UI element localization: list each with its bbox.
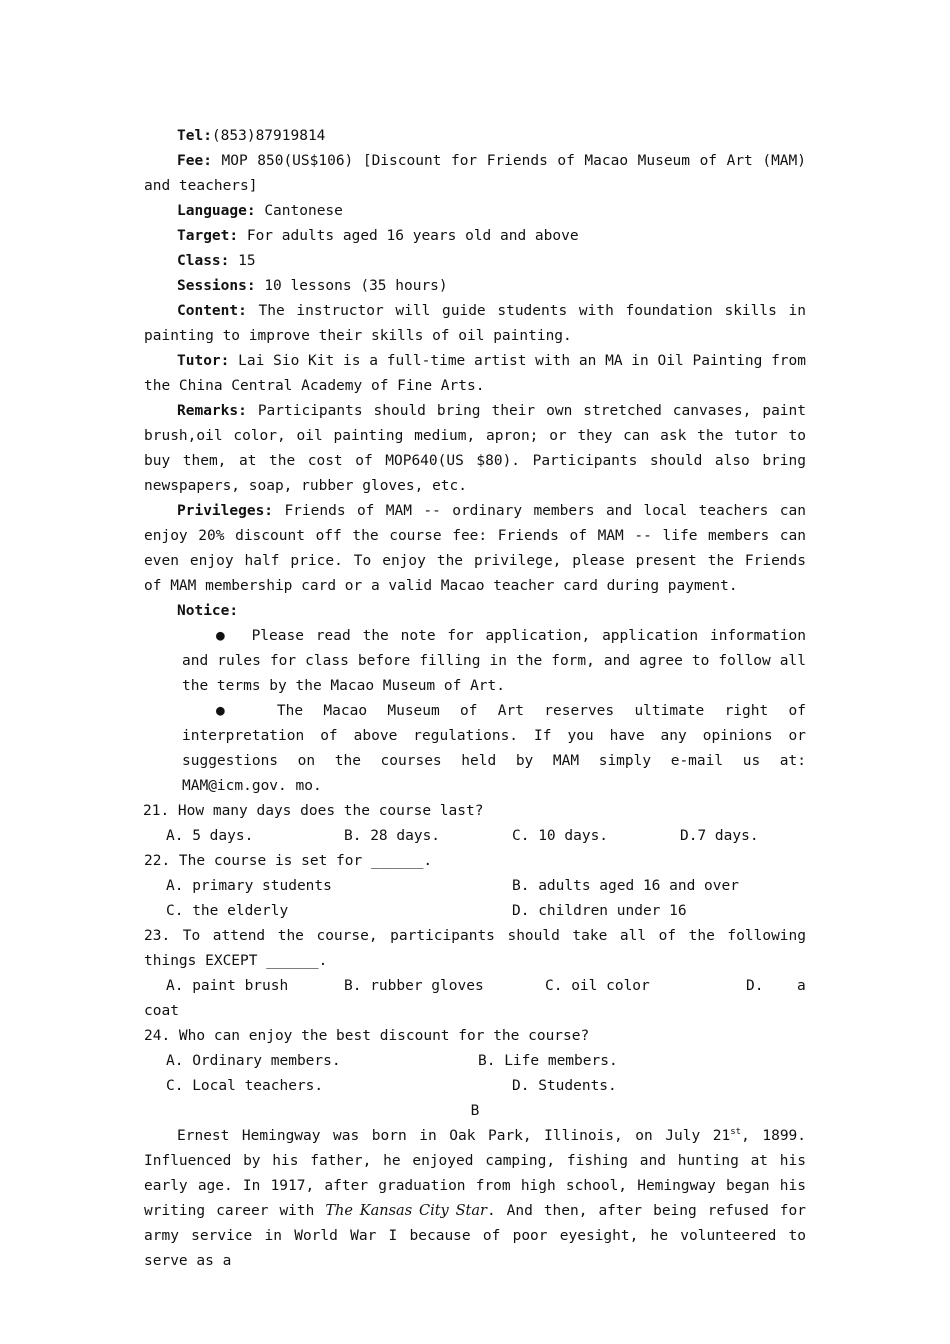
question-21-stem: 21. How many days does the course last? <box>143 803 484 819</box>
section-b-heading: B <box>470 1103 480 1119</box>
content-value: The instructor will guide students with foundation skills in painting to improve their skills of oil painting. <box>144 303 806 344</box>
sessions-line <box>144 274 806 299</box>
content-paragraph <box>144 299 806 349</box>
notice-label: Notice: <box>177 603 239 619</box>
document-page <box>144 124 806 1274</box>
privileges-paragraph <box>144 499 806 599</box>
tutor-value: Lai Sio Kit is a full-time artist with an MA in Oil Painting from the China Central Academy of Fine Arts. <box>144 353 806 394</box>
tel-label: Tel: <box>177 128 212 144</box>
notice-item <box>182 699 806 799</box>
tutor-paragraph <box>144 349 806 399</box>
option-c: C. 10 days. <box>512 828 609 844</box>
question-23-options <box>144 974 806 999</box>
question-24-stem: 24. Who can enjoy the best discount for the course? <box>144 1028 590 1044</box>
question-22-options-row-2 <box>144 899 806 924</box>
remarks-value: Participants should bring their own stretched canvases, paint brush,oil color, oil painting medium, apron; or they can ask the tutor to buy them, at the cost of MOP640(US $80). Participants should also bring newspapers, soap, rubber gloves, etc. <box>144 403 806 494</box>
language-value: Cantonese <box>264 203 343 219</box>
tel-line <box>144 124 806 149</box>
question-21-options <box>144 824 806 849</box>
section-b-paragraph <box>144 1124 806 1274</box>
notice-heading <box>144 599 806 624</box>
privileges-label: Privileges: <box>177 503 274 519</box>
question-24-options-row-1 <box>144 1049 806 1074</box>
ordinal-superscript: st <box>730 1127 742 1137</box>
remarks-label: Remarks: <box>177 403 247 419</box>
tel-value: (853)87919814 <box>211 128 326 144</box>
option-a: A. paint brush <box>166 978 289 994</box>
remarks-paragraph <box>144 399 806 499</box>
notice-item-text: Please read the note for application, application information and rules for class before filling in the form, and agree to follow all the terms by the Macao Museum of Art. <box>182 628 806 694</box>
option-d: D. Students. <box>512 1078 617 1094</box>
notice-item-text: The Macao Museum of Art reserves ultimate right of interpretation of above regulations. If you have any opinions or suggestions on the courses held by MAM simply e-mail us at: MAM@icm.gov. mo. <box>182 703 806 794</box>
option-b: B. adults aged 16 and over <box>512 878 739 894</box>
option-d: D. children under 16 <box>512 903 687 919</box>
bullet-icon: ● <box>216 628 228 644</box>
language-label: Language: <box>177 203 256 219</box>
option-c: C. oil color <box>545 978 650 994</box>
option-d: D.7 days. <box>680 828 759 844</box>
target-line <box>144 224 806 249</box>
target-label: Target: <box>177 228 239 244</box>
fee-value: MOP 850(US$106) [Discount for Friends of Macao Museum of Art (MAM) and teachers] <box>144 153 807 194</box>
bullet-icon: ● <box>216 703 237 719</box>
option-b: B. Life members. <box>478 1053 618 1069</box>
option-c: C. Local teachers. <box>166 1078 324 1094</box>
fee-label: Fee: <box>177 153 212 169</box>
question-24-options-row-2 <box>144 1074 806 1099</box>
option-b: B. 28 days. <box>344 828 441 844</box>
target-value: For adults aged 16 years old and above <box>246 228 579 244</box>
notice-item <box>182 624 806 699</box>
newspaper-title: The Kansas City Star <box>325 1203 487 1219</box>
section-b-text-1: Ernest Hemingway was born in Oak Park, Illinois, on July 21 <box>177 1128 731 1144</box>
section-b-text-3: . And then, after being refused for army service in World War I because of poor eyesight, he volunteered to serve as a <box>144 1203 806 1269</box>
sessions-label: Sessions: <box>177 278 256 294</box>
option-c: C. the elderly <box>166 903 289 919</box>
sessions-value: 10 lessons (35 hours) <box>264 278 448 294</box>
question-22-options-row-1 <box>144 874 806 899</box>
question-23-stem: 23. To attend the course, participants should take all of the following things EXCEPT ______. <box>144 928 806 969</box>
option-a: A. 5 days. <box>166 828 254 844</box>
option-d: D. <box>746 978 764 994</box>
class-value: 15 <box>238 253 256 269</box>
tutor-label: Tutor: <box>177 353 230 369</box>
fee-line <box>144 149 806 199</box>
language-line <box>144 199 806 224</box>
content-label: Content: <box>177 303 247 319</box>
option-d-text-a: a <box>797 978 806 994</box>
option-a: A. primary students <box>166 878 332 894</box>
question-22-stem: 22. The course is set for ______. <box>144 853 433 869</box>
class-label: Class: <box>177 253 230 269</box>
section-b-text-2: , 1899. Influenced by his father, he enjoyed camping, fishing and hunting at his early age. In 1917, after graduation from high school, Hemingway began his writing career with <box>144 1128 807 1219</box>
option-b: B. rubber gloves <box>344 978 484 994</box>
option-a: A. Ordinary members. <box>166 1053 341 1069</box>
class-line <box>144 249 806 274</box>
privileges-value: Friends of MAM -- ordinary members and local teachers can enjoy 20% discount off the course fee: Friends of MAM -- life members can even enjoy half price. To enjoy the privilege, please present the Friends of MAM membership card or a valid Macao teacher card during payment. <box>144 503 806 594</box>
option-d-text-coat: coat <box>144 1003 179 1019</box>
